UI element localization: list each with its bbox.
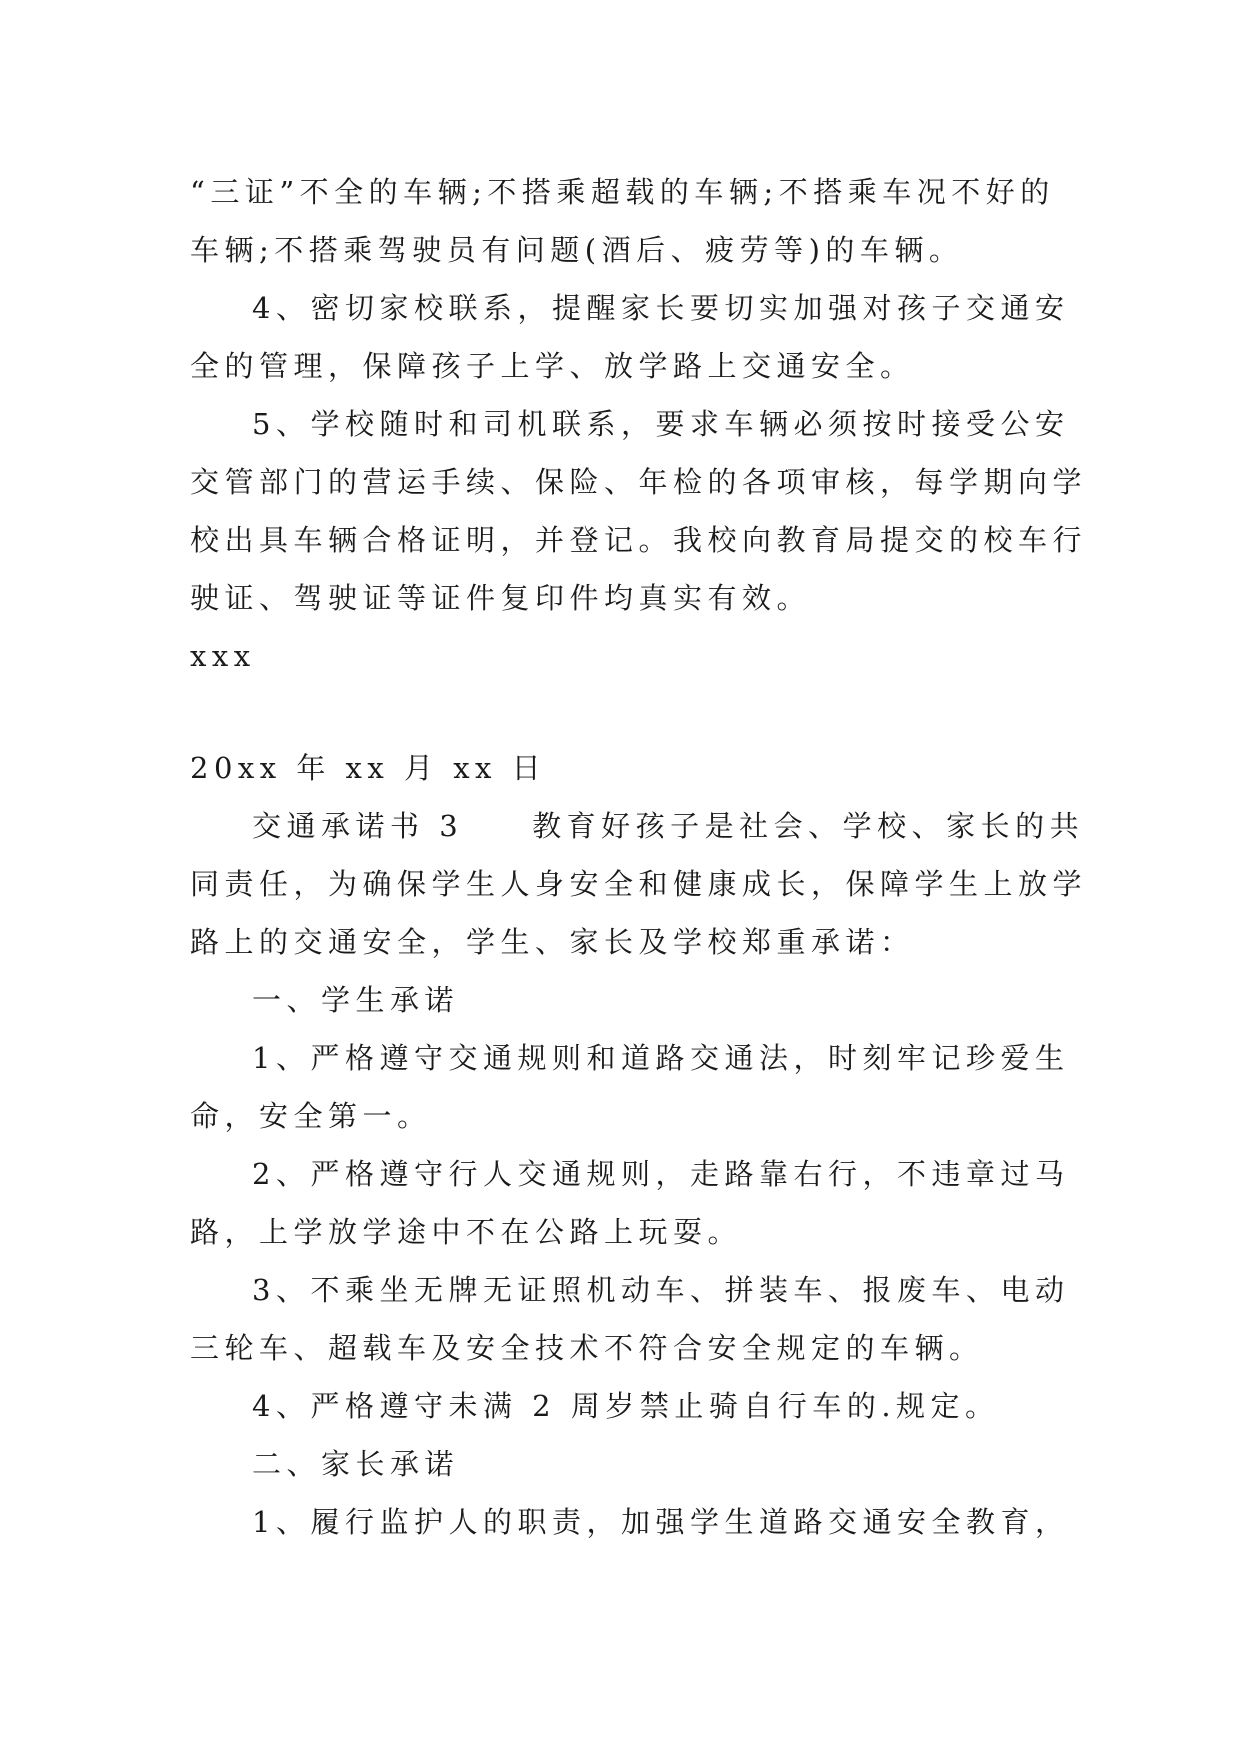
subheading-parents: 二、家长承诺 [252,1447,460,1481]
text-line: 车辆;不搭乘驾驶员有问题(酒后、疲劳等)的车辆。 [190,233,964,267]
paragraph-line: 4、密切家校联系，提醒家长要切实加强对孩子交通安 [252,291,1070,325]
paragraph-line: 4、严格遵守未满 2 周岁禁止骑自行车的.规定。 [252,1389,1000,1423]
signature-date: 20xx 年 xx 月 xx 日 [190,751,547,785]
text-line: 交管部门的营运手续、保险、年检的各项审核，每学期向学 [190,465,1088,499]
text-line: 命，安全第一。 [190,1099,432,1133]
paragraph-line: 1、严格遵守交通规则和道路交通法，时刻牢记珍爱生 [252,1041,1070,1075]
text-line: 校出具车辆合格证明，并登记。我校向教育局提交的校车行 [190,523,1088,557]
text-line: 路，上学放学途中不在公路上玩耍。 [190,1215,743,1249]
paragraph-line: 1、履行监护人的职责，加强学生道路交通安全教育， [252,1505,1070,1539]
paragraph-line: 2、严格遵守行人交通规则，走路靠右行，不违章过马 [252,1157,1070,1191]
text-line: 驶证、驾驶证等证件复印件均真实有效。 [190,581,812,615]
text-line: 全的管理，保障孩子上学、放学路上交通安全。 [190,349,915,383]
text-line: “三证”不全的车辆;不搭乘超载的车辆;不搭乘车况不好的 [190,175,1055,209]
signature-name: xxx [190,639,256,673]
text-line: 路上的交通安全，学生、家长及学校郑重承诺： [190,925,915,959]
paragraph-line: 3、不乘坐无牌无证照机动车、拼装车、报废车、电动 [252,1273,1070,1307]
section-heading-line: 交通承诺书 3 教育好孩子是社会、学校、家长的共 [252,809,1085,843]
text-line: 同责任，为确保学生人身安全和健康成长，保障学生上放学 [190,867,1088,901]
paragraph-line: 5、学校随时和司机联系，要求车辆必须按时接受公安 [252,407,1070,441]
text-line: 三轮车、超载车及安全技术不符合安全规定的车辆。 [190,1331,984,1365]
subheading-students: 一、学生承诺 [252,983,460,1017]
